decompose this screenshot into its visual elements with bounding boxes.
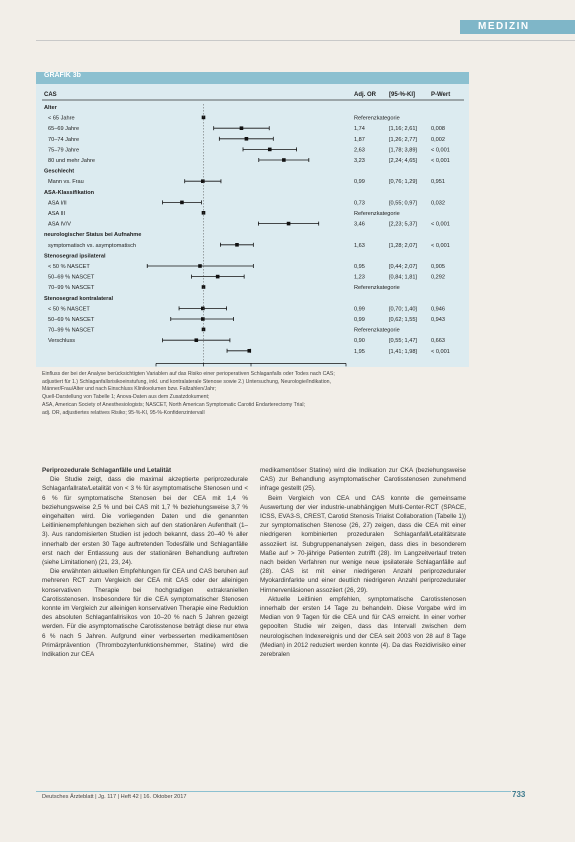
row-ci: [1,16; 2,61] — [389, 126, 417, 133]
point-estimate — [201, 317, 205, 321]
row-label: 75–79 Jahre — [48, 147, 80, 154]
right-paragraph-3: Aktuelle Leitlinien empfehlen, symptomatische Carotisstenosen innerhalb der ersten 14 Tage zu behandeln. Diese Vorgabe wird im Median von 9 Tagen für die CEA und für CAS erreicht. In einer vorher gepoolten Studie wir zeigen, dass das Intervall zwischen dem neurologischen Indexereignis und der CEA seit 2003 von 28 auf 8 Tage (Median) in 2012 reduziert werden konnte (4). Da das Rezidivrisiko einer zerebralen — [260, 595, 466, 659]
right-paragraph-2: Beim Vergleich von CEA und CAS konnte die gemeinsame Auswertung der vier industrie-unabhängigen Multi-Center-RCT (SPACE, ICSS, EVA3-S, CREST, Carotid Stenosis Trialist Collaboration (Tabelle 1)) zur symptomatischen Stenose (26, 27) zeigen, dass die CEA mit einer niedrigeren kombinierten prozeduralen Schlaganfall/Letalitätsrate assoziiert ist. Subgruppenanalysen zeigen, dass dies in besonderem Maße auf > 70-jährige Patienten zutrifft (28). Im Langzeitverlauf treten nach beiden Verfahren nur wenige neue ipsilaterale Schlaganfälle auf (28). CAS ist mit einer niedrigeren Anzahl periprozeduraler Myokardinfarkte und einer deutlich niedrigeren Anzahl periprozeduraler Hirnnervenläsionen assoziiert (26, 29). — [260, 494, 467, 594]
col-header-p: P-Wert — [431, 92, 451, 98]
row-label: ASA I/II — [48, 200, 67, 207]
row-label: < 50 % NASCET — [48, 306, 90, 313]
row-p: 0,008 — [431, 126, 445, 133]
row-label: 70–74 Jahre — [48, 136, 80, 143]
row-label: symptomatisch vs. asymptomatisch — [48, 242, 136, 249]
row-ci: [0,55; 1,47] — [389, 338, 417, 345]
caption-line: adjustiert für 1.) Schlaganfallsrisikoeinstufung, inkl. und kontralaterale Stenose sowie 2.) Untersuchung, Neurologie/Indikation, — [42, 378, 331, 385]
row-ci: [1,28; 2,07] — [389, 242, 417, 249]
right-column — [260, 466, 466, 659]
row-or: 1,23 — [354, 274, 365, 281]
caption-line: Quell-Darstellung von Tabelle 1; Anova-Daten aus dem Zusatzdokument; — [42, 394, 210, 401]
col-header-ci: [95-%-KI] — [389, 92, 416, 98]
row-ci: [0,70; 1,40] — [389, 306, 417, 313]
row-p: < 0,001 — [431, 147, 450, 154]
row-label: < 50 % NASCET — [48, 264, 90, 270]
row-ci: [2,23; 5,37] — [389, 221, 417, 228]
row-or: 0,99 — [354, 306, 365, 313]
row-ci: [1,41; 1,98] — [389, 348, 417, 355]
row-or: Referenzkategorie — [354, 285, 400, 292]
left-paragraph-1: Die Studie zeigt, dass die maximal akzeptierte periprozedurale Schlaganfallrate/Letalität von < 3 % für asymptomatische Stenosen und < 6 % für symptomatische Stenosen bei der CEA mit 1,4 % beziehungsweise 2,5 % und bei CAS mit 1,7 % beziehungsweise 3,7 % eingehalten wird. Die vorliegenden Daten und die genannten Leitlinienempfehlungen beziehen sich auf den stationären Aufenthalt (1–3). Aus randomisierten Studien ist jedoch bekannt, dass 20–40 % aller innerhalb der ersten 30 Tage auftretenden Todesfälle und Schlaganfälle erst nach der Entlassung aus der stationären Behandlung auftreten (siehe Limitationen) (21, 23, 24). — [42, 476, 248, 567]
row-ci: [1,26; 2,77] — [389, 136, 417, 143]
row-label: 70–99 % NASCET — [48, 285, 95, 292]
row-p: < 0,001 — [431, 348, 450, 355]
row-ci: [1,78; 3,89] — [389, 147, 417, 154]
row-or: 1,95 — [354, 348, 365, 355]
section-label: MEDIZIN — [478, 21, 530, 32]
point-estimate — [245, 137, 249, 141]
caption-line: adj. OR, adjustiertes relatives Risiko; 95-%-KI, 95-%-Konfidenzintervall — [42, 409, 205, 416]
row-or: 1,87 — [354, 136, 365, 143]
row-p: 0,663 — [431, 338, 445, 345]
row-or: Referenzkategorie — [354, 115, 400, 122]
figure-title-bar — [36, 72, 469, 84]
point-estimate — [268, 148, 272, 152]
left-paragraph-2: Die erwähnten aktuellen Empfehlungen für CEA und CAS beruhen auf mehreren RCT zum Vergleich der CEA mit CAS oder der alleinigen konservativen Therapie bei hochgradigen extrakraniellen Carotisstenosen. Insbesondere für die CEA symptomatischer Stenosen konnte im Vergleich zur alleinigen konservativen Therapie eine Reduktion des absoluten Schlaganfallrisikos von 10–20 % nach 5 Jahren gezeigt werden. Für die asymptomatische Carotisstenose beträgt diese nur etwa 6 % nach 5 Jahren. Aufgrund einer verbesserten medikamentösen Primärprävention (Thrombozytenfunktionshemmer, Statine) wird die Indikation zur CEA — [42, 568, 248, 659]
row-label: ASA III — [48, 211, 66, 217]
row-or: 3,46 — [354, 221, 365, 228]
row-or: 0,95 — [354, 264, 365, 270]
point-estimate — [198, 264, 202, 268]
row-label: 65–69 Jahre — [48, 126, 80, 133]
row-ci: [0,62; 1,55] — [389, 317, 417, 323]
page-number: 733 — [512, 790, 526, 799]
row-p: 0,002 — [431, 136, 445, 143]
row-label: ASA IV/V — [48, 221, 72, 228]
row-label: 80 und mehr Jahre — [48, 158, 95, 164]
row-or: Referenzkategorie — [354, 211, 400, 217]
col-header-name: CAS — [44, 92, 57, 98]
row-label: 70–99 % NASCET — [48, 327, 95, 334]
caption-line: Einfluss der bei der Analyse berücksichtigten Variablen auf das Risiko einer perioperativen Schlaganfalls oder Todes nach CAS; — [42, 371, 335, 377]
footer-rule — [36, 791, 511, 792]
right-paragraph-1: medikamentöser Statine) wird die Indikation zur CKA (beziehungsweise CAS) zur Behandlung asymptomatischer Carotisstenosen zunehmend infrage gestellt (25). — [260, 467, 466, 493]
row-label: 50–69 % NASCET — [48, 317, 95, 323]
row-p: 0,905 — [431, 264, 445, 270]
col-header-or: Adj. OR — [354, 92, 376, 98]
row-label: < 65 Jahre — [48, 115, 75, 122]
forest-plot — [36, 84, 469, 367]
row-p: 0,951 — [431, 179, 445, 186]
row-ci: [0,84; 1,81] — [389, 274, 417, 281]
row-or: 0,73 — [354, 200, 365, 207]
row-p: 0,032 — [431, 200, 445, 207]
group-label: Stenosegrad kontralateral — [44, 295, 114, 302]
row-label: Mann vs. Frau — [48, 179, 84, 186]
row-or: 0,99 — [354, 317, 365, 323]
point-estimate — [282, 158, 286, 162]
figure-caption — [42, 371, 470, 417]
row-or: 1,74 — [354, 126, 365, 133]
row-p: < 0,001 — [431, 242, 450, 249]
row-label: Verschluss — [48, 338, 76, 345]
caption-line: Männer/Frau/Alter und nach Einschluss Klinikvolumen bzw. Fallzahlen/Jahr; — [42, 386, 217, 393]
point-estimate — [180, 201, 184, 205]
point-estimate — [287, 222, 291, 226]
row-p: 0,292 — [431, 274, 445, 281]
row-p: 0,946 — [431, 306, 445, 313]
point-estimate — [201, 307, 205, 311]
point-estimate — [235, 243, 239, 247]
row-or: 0,99 — [354, 179, 365, 186]
group-label: Stenosegrad ipsilateral — [44, 253, 106, 260]
point-estimate — [194, 338, 198, 342]
header-rule — [36, 40, 575, 41]
point-estimate — [201, 179, 205, 183]
section-heading: Periprozedurale Schlaganfälle und Letalität — [42, 467, 172, 474]
group-label: Alter — [44, 105, 57, 111]
footer-journal: Deutsches Ärzteblatt | Jg. 117 | Heft 42 | 16. Oktober 2017 — [42, 794, 187, 800]
row-ci: [2,24; 4,65] — [389, 158, 417, 164]
row-or: 1,63 — [354, 242, 365, 249]
row-p: 0,943 — [431, 317, 445, 323]
point-estimate — [247, 349, 251, 353]
group-label: Geschlecht — [44, 168, 75, 175]
row-ci: [0,55; 0,97] — [389, 200, 417, 207]
row-or: 2,63 — [354, 147, 365, 154]
group-label: ASA-Klassifikation — [44, 189, 95, 196]
point-estimate — [240, 126, 244, 130]
caption-line: ASA, American Society of Anesthesiologists; NASCET, North American Symptomatic Carotid Endarterectomy Trial; — [42, 401, 305, 408]
row-p: < 0,001 — [431, 221, 450, 228]
figure-label: GRAFIK 3b — [44, 72, 81, 79]
left-column — [42, 466, 248, 659]
row-ci: [0,44; 2,07] — [389, 264, 417, 270]
row-or: 0,90 — [354, 338, 365, 345]
row-or: Referenzkategorie — [354, 327, 400, 334]
point-estimate — [216, 275, 220, 279]
row-or: 3,23 — [354, 158, 365, 164]
row-label: 50–69 % NASCET — [48, 274, 95, 281]
row-ci: [0,76; 1,29] — [389, 179, 417, 186]
row-p: < 0,001 — [431, 158, 450, 164]
group-label: neurologischer Status bei Aufnahme — [44, 232, 142, 239]
